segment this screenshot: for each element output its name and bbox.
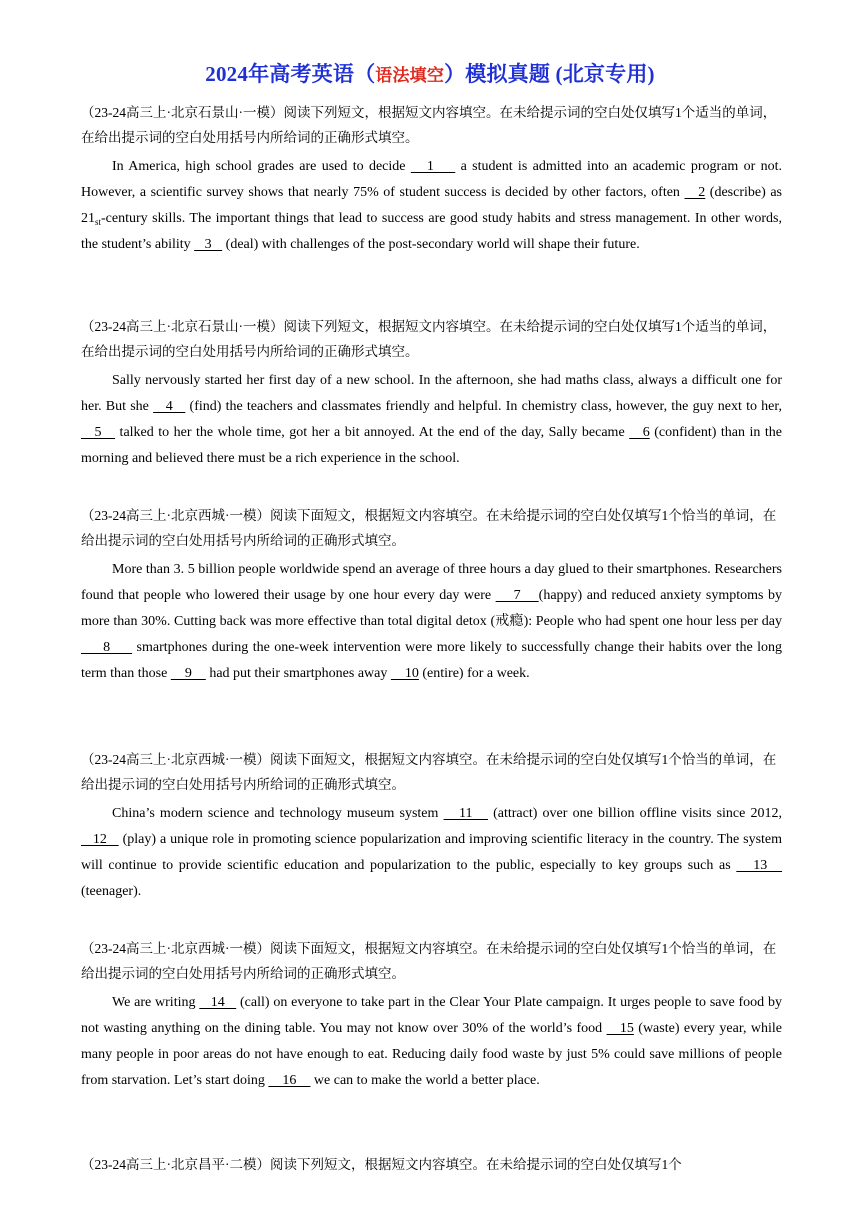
- passage-instruction: （23-24高三上·北京西城·一模）阅读下面短文，根据短文内容填空。在未给提示词的空白处仅填写1个恰当的单词，在给出提示词的空白处用括号内所给词的正确形式填空。: [81, 508, 777, 548]
- passage-text: We are writing 14 (call) on everyone to take part in the Clear Your Plate campaign. It urges people to save food by not wasting anything on the dining table. You may not know over 30% of the world’s food 15 (waste) every year, while many people in poor areas do not have enough to eat. Reducing daily food waste by just 5% could save millions of people from starvation. Let’s start doing 16 we can to make the world a better place.: [81, 995, 782, 1088]
- blank-5[interactable]: 5: [81, 425, 116, 440]
- title-text-end: ）模拟真题 (北京专用): [444, 62, 655, 86]
- title-text-start: 2024年高考英语（: [205, 62, 376, 86]
- passage-5: [81, 936, 782, 1094]
- passage-4: [81, 747, 782, 905]
- passage-instruction: （23-24高三上·北京石景山·一模）阅读下列短文，根据短文内容填空。在未给提示词的空白处仅填写1个适当的单词，在给出提示词的空白处用括号内所给词的正确形式填空。: [81, 105, 777, 145]
- blank-1[interactable]: 1: [410, 159, 456, 174]
- passage-3: [81, 503, 782, 687]
- passage-instruction: （23-24高三上·北京西城·一模）阅读下面短文，根据短文内容填空。在未给提示词的空白处仅填写1个恰当的单词，在给出提示词的空白处用括号内所给词的正确形式填空。: [81, 752, 777, 792]
- passage-instruction: （23-24高三上·北京昌平·二模）阅读下列短文，根据短文内容填空。在未给提示词的空白处仅填写1个: [81, 1157, 682, 1172]
- passage-text: In America, high school grades are used to decide 1 a student is admitted into an academic program or not. However, a scientific survey shows that nearly 75% of student success is decided by other factors, often 2 (describe) as $21_{st}$-century skills. The important things that lead to success are good study habits and stress management. In other words, the student’s ability 3 (deal) with challenges of the post-secondary world will shape their future.: [81, 159, 783, 252]
- blank-14[interactable]: 14: [199, 995, 237, 1010]
- blank-2[interactable]: 2: [684, 185, 706, 200]
- passage-instruction: （23-24高三上·北京石景山·一模）阅读下列短文，根据短文内容填空。在未给提示词的空白处仅填写1个适当的单词，在给出提示词的空白处用括号内所给词的正确形式填空。: [81, 319, 777, 359]
- blank-7[interactable]: 7: [495, 588, 539, 603]
- blank-8[interactable]: 8: [81, 640, 133, 655]
- blank-13[interactable]: 13: [736, 858, 783, 873]
- blank-4[interactable]: 4: [153, 399, 186, 414]
- title-highlight: 语法填空: [375, 66, 445, 85]
- passage-text: More than 3. 5 billion people worldwide spend an average of three hours a day glued to their smartphones. Researchers found that people who lowered their usage by one hour every day were 7 (happy) and reduced anxiety symptoms by more than 30%. Cutting back was more effective than total digital detox (戒瘾): People who had spent one hour less per day 8 smartphones during the one-week intervention were more likely to successfully change their habits over the long term than those 9 had put their smartphones away 10 (entire) for a week.: [81, 562, 783, 681]
- blank-15[interactable]: 15: [606, 1021, 634, 1036]
- blank-10[interactable]: 10: [390, 666, 419, 681]
- blank-3[interactable]: 3: [194, 237, 223, 252]
- blank-6[interactable]: 6: [629, 425, 650, 440]
- blank-11[interactable]: 11: [443, 806, 488, 821]
- passage-2: [81, 314, 782, 472]
- blank-9[interactable]: 9: [170, 666, 206, 681]
- passage-text: Sally nervously started her first day of a new school. In the afternoon, she had maths class, always a difficult one for her. But she 4 (find) the teachers and classmates friendly and helpful. In chemistry class, however, the guy next to her, 5 talked to her the whole time, got her a bit annoyed. At the end of the day, Sally became 6 (confident) than in the morning and believed there must be a rich experience in the school.: [81, 373, 783, 466]
- blank-12[interactable]: 12: [81, 832, 119, 847]
- passage-text: China’s modern science and technology museum system 11 (attract) over one billion offline visits since 2012, 12 (play) a unique role in promoting science popularization and improving scientific literacy in the country. The system will continue to provide scientific education and popularization to the public, especially to key groups such as 13 (teenager).: [81, 806, 783, 899]
- passage-1: [81, 100, 782, 258]
- passage-6: [81, 1152, 782, 1177]
- page-title: [0, 58, 860, 88]
- passage-instruction: （23-24高三上·北京西城·一模）阅读下面短文，根据短文内容填空。在未给提示词的空白处仅填写1个恰当的单词，在给出提示词的空白处用括号内所给词的正确形式填空。: [81, 941, 777, 981]
- blank-16[interactable]: 16: [268, 1073, 311, 1088]
